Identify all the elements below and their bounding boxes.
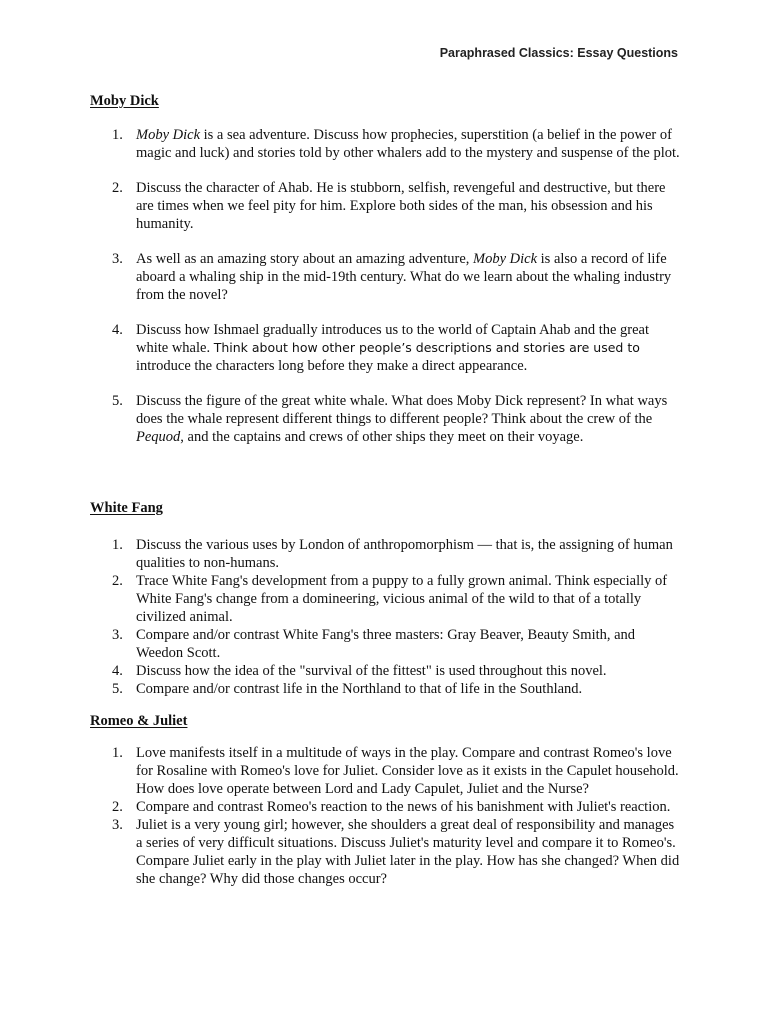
question-item	[0, 392, 768, 446]
question-number: 5.	[112, 393, 123, 409]
question-text: introduce the characters long before they make a direct appearance.	[136, 358, 528, 374]
italic-title: Moby Dick	[473, 251, 538, 267]
question-number: 2.	[112, 573, 123, 589]
running-header: Paraphrased Classics: Essay Questions	[439, 46, 678, 60]
question-text: Discuss how Ishmael gradually introduces us to the world of Captain Ahab and the great white whale.	[136, 322, 650, 356]
question-number: 1.	[112, 127, 123, 143]
question-item	[0, 179, 768, 233]
question-number: 4.	[112, 322, 123, 338]
question-list-romeo-juliet	[0, 744, 768, 888]
question-item	[0, 798, 768, 816]
question-text: is a sea adventure. Discuss how prophecies, superstition (a belief in the power of magic and luck) and stories told by other whalers add to the mystery and suspense of the plot.	[136, 127, 680, 161]
question-text: Love manifests itself in a multitude of ways in the play. Compare and contrast Romeo's love for Rosaline with Romeo's love for Juliet. Consider love as it exists in the Capulet household. How does love operate between Lord and Lady Capulet, Juliet and the Nurse?	[136, 745, 679, 797]
question-item	[0, 680, 768, 698]
question-text: Think about how other people’s descriptions and stories are used to	[213, 340, 640, 355]
question-item	[0, 536, 768, 572]
section-title-moby-dick: Moby Dick	[90, 93, 159, 109]
question-item	[0, 816, 768, 888]
question-text: Discuss the figure of the great white whale. What does Moby Dick represent? In what ways does the whale represent different things to different people? Think about the crew of the	[136, 393, 668, 427]
question-number: 1.	[112, 537, 123, 553]
question-item	[0, 572, 768, 626]
question-item	[0, 626, 768, 662]
question-number: 4.	[112, 663, 123, 679]
section-title-romeo-juliet: Romeo & Juliet	[90, 713, 188, 729]
question-item	[0, 744, 768, 798]
question-text: Compare and/or contrast White Fang's three masters: Gray Beaver, Beauty Smith, and Weedon Scott.	[136, 627, 636, 661]
italic-title: Pequod	[136, 429, 181, 445]
question-number: 2.	[112, 799, 123, 815]
question-number: 3.	[112, 251, 123, 267]
question-text: Discuss the character of Ahab. He is stubborn, selfish, revengeful and destructive, but there are times when we feel pity for him. Explore both sides of the man, his obsession and his humanity.	[136, 180, 666, 232]
question-number: 3.	[112, 627, 123, 643]
question-number: 5.	[112, 681, 123, 697]
question-item	[0, 321, 768, 375]
question-text: Compare and contrast Romeo's reaction to the news of his banishment with Juliet's reaction.	[136, 799, 671, 815]
question-number: 1.	[112, 745, 123, 761]
italic-title: Moby Dick	[136, 127, 201, 143]
question-text: Compare and/or contrast life in the Northland to that of life in the Southland.	[136, 681, 583, 697]
question-text: , and the captains and crews of other ships they meet on their voyage.	[180, 429, 584, 445]
question-item	[0, 250, 768, 304]
question-number: 2.	[112, 180, 123, 196]
question-text: Trace White Fang's development from a puppy to a fully grown animal. Think especially of White Fang's change from a domineering, vicious animal of the wild to that of a totally civilized animal.	[136, 573, 668, 625]
question-text: Discuss how the idea of the "survival of the fittest" is used throughout this novel.	[136, 663, 607, 679]
question-text: As well as an amazing story about an amazing adventure,	[136, 251, 474, 267]
question-list-white-fang	[0, 536, 768, 698]
question-number: 3.	[112, 817, 123, 833]
question-item	[0, 126, 768, 162]
question-list-moby-dick	[0, 126, 768, 446]
question-text: Discuss the various uses by London of anthropomorphism — that is, the assigning of human qualities to non-humans.	[136, 537, 673, 571]
question-item	[0, 662, 768, 680]
section-title-white-fang: White Fang	[90, 500, 163, 516]
question-text: is also a record of life aboard a whaling ship in the mid-19th century. What do we learn about the whaling industry from the novel?	[136, 251, 672, 303]
question-text: Juliet is a very young girl; however, she shoulders a great deal of responsibility and manages a series of very difficult situations. Discuss Juliet's maturity level and compare it to Romeo's. Compare Juliet early in the play with Juliet later in the play. How has she changed? When did she change? Why did those changes occur?	[136, 817, 680, 887]
